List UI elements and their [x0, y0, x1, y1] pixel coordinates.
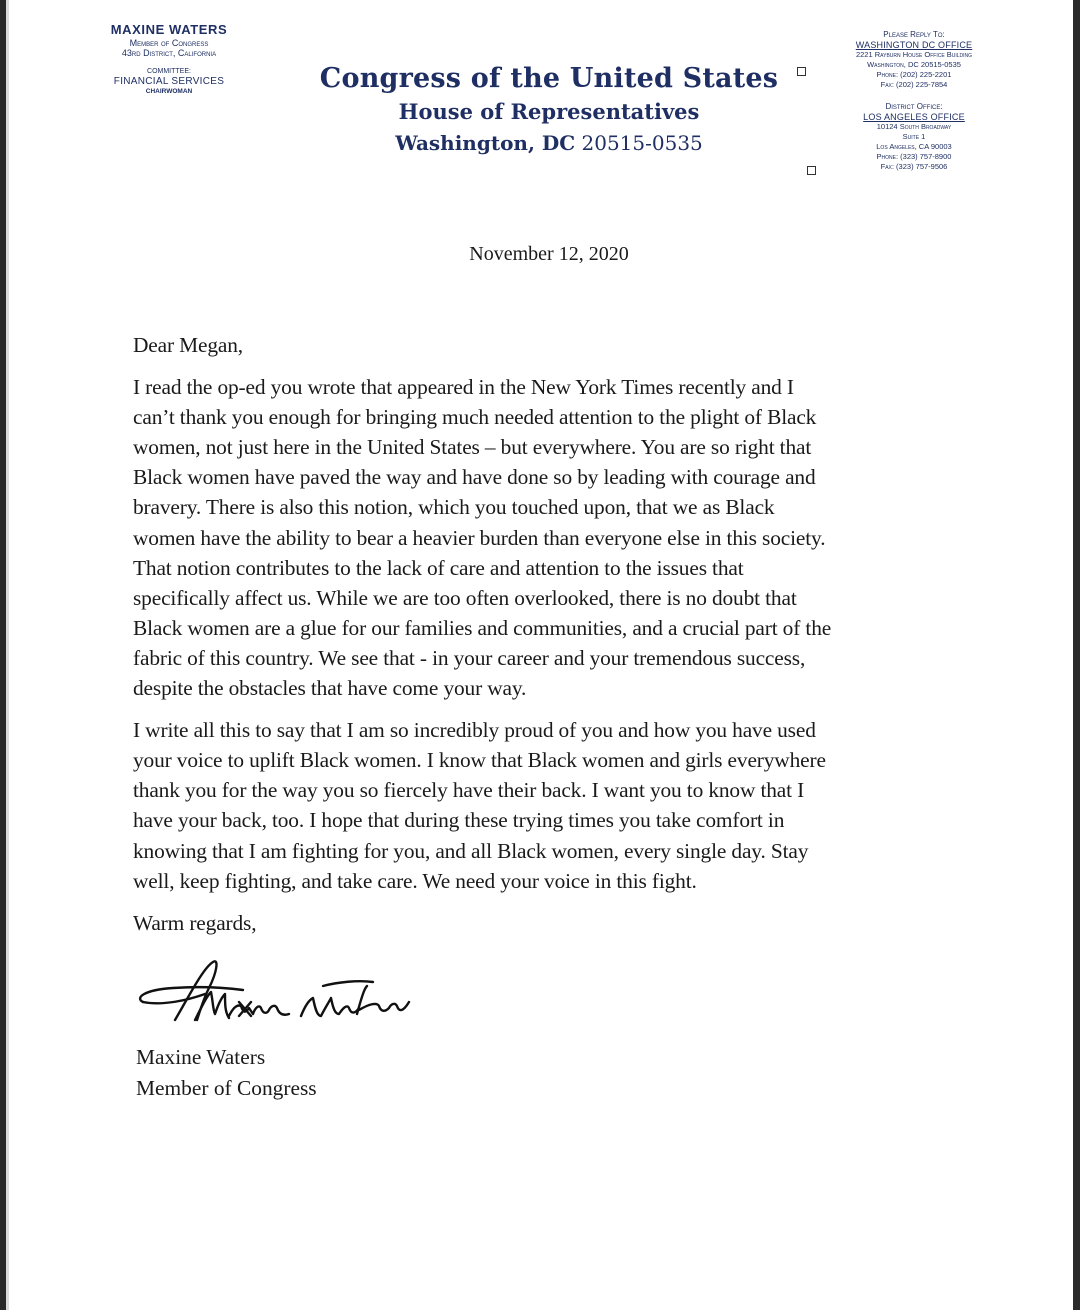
- salutation: Dear Megan,: [133, 333, 244, 357]
- dc-office-phone: Phone: (202) 225-2201: [876, 70, 952, 79]
- member-title: Member of Congress: [129, 38, 209, 48]
- la-office-phone: Phone: (323) 757-8900: [876, 152, 952, 161]
- paragraph-line: well, keep fighting, and take care. We need your voice in this fight.: [133, 868, 697, 893]
- masthead-congress: Congress of the United States: [319, 63, 779, 94]
- dc-office-fax: Fax: (202) 225-7854: [880, 80, 948, 89]
- la-office-address3: Los Angeles, CA 90003: [876, 142, 952, 151]
- dc-office-checkbox[interactable]: [797, 67, 806, 76]
- la-office-checkbox[interactable]: [807, 166, 816, 175]
- reply-heading: Please Reply To:: [883, 30, 945, 39]
- signature-image: [133, 958, 413, 1038]
- paragraph-line: fabric of this country. We see that - in your career and your tremendous success,: [133, 645, 806, 670]
- paragraph-line: your voice to uplift Black women. I know that Black women and girls everywhere: [133, 748, 826, 773]
- paragraph-line: I write all this to say that I am so incredibly proud of you and how you have used: [133, 718, 816, 743]
- member-info: [79, 22, 259, 96]
- member-district: 43rd District, California: [121, 48, 217, 58]
- committee-label: COMMITTEE:: [147, 68, 191, 75]
- paragraph-line: That notion contributes to the lack of care and attention to the issues that: [133, 555, 744, 580]
- dc-office-address1: 2221 Rayburn House Office Building: [855, 50, 973, 59]
- masthead-city: Washington, DC: [395, 131, 576, 155]
- paragraph-line: Black women are a glue for our families and communities, and a crucial part of the: [133, 615, 832, 640]
- reply-offices: [819, 30, 1009, 172]
- paragraph-line: women, not just here in the United States – but everywhere. You are so right that: [133, 435, 812, 460]
- closing: Warm regards,: [133, 910, 257, 935]
- la-office-address2: Suite 1: [902, 132, 926, 141]
- masthead-house: House of Representatives: [398, 99, 700, 124]
- paragraph-line: thank you for the way you so fiercely have their back. I want you to know that I: [133, 778, 805, 803]
- la-office-address1: 10124 South Broadway: [876, 122, 952, 131]
- signature-stroke: [323, 981, 373, 986]
- dc-office-name: WASHINGTON DC OFFICE: [855, 40, 973, 50]
- signature-stroke: [143, 994, 205, 1003]
- paragraph-line: specifically affect us. While we are too often overlooked, there is no doubt that: [133, 585, 797, 610]
- signature-stroke: [301, 998, 359, 1016]
- signer-block: [136, 1042, 317, 1104]
- dc-office-address2: Washington, DC 20515-0535: [867, 60, 961, 69]
- member-name: MAXINE WATERS: [110, 22, 228, 37]
- masthead: [309, 62, 789, 158]
- paragraph-line: women have the ability to bear a heavier burden than everyone else in this society.: [133, 525, 826, 550]
- letter-date: November 12, 2020: [469, 243, 629, 265]
- paragraph-line: bravery. There is also this notion, which you touched upon, that we as Black: [133, 495, 775, 520]
- letter-body: [133, 330, 993, 938]
- district-heading: District Office:: [885, 102, 943, 111]
- signature-stroke: [229, 1005, 289, 1016]
- la-office-fax: Fax: (323) 757-9506: [880, 162, 948, 171]
- signer-title: Member of Congress: [136, 1076, 317, 1100]
- paragraph-line: I read the op-ed you wrote that appeared in the New York Times recently and I: [133, 375, 794, 400]
- paragraph-line: have your back, too. I hope that during these trying times you take comfort in: [133, 808, 785, 833]
- paragraph-1: [133, 372, 993, 703]
- paragraph-line: despite the obstacles that have come your way.: [133, 676, 527, 701]
- paragraph-line: Black women have paved the way and have done so by leading with courage and: [133, 465, 816, 490]
- signer-name: Maxine Waters: [136, 1045, 266, 1069]
- paragraph-2: [133, 715, 993, 896]
- signature-stroke: [175, 961, 216, 1020]
- letter-page: [6, 0, 1073, 1310]
- masthead-address: [309, 128, 789, 158]
- paragraph-line: can’t thank you enough for bringing much needed attention to the plight of Black: [133, 405, 817, 430]
- masthead-zip: 20515-0535: [581, 131, 703, 155]
- committee-role: CHAIRWOMAN: [145, 88, 193, 95]
- la-office-name: LOS ANGELES OFFICE: [863, 112, 965, 122]
- committee-name: FINANCIAL SERVICES: [113, 76, 225, 87]
- signature-stroke: [357, 986, 409, 1014]
- paragraph-line: knowing that I am fighting for you, and all Black women, every single day. Stay: [133, 838, 809, 863]
